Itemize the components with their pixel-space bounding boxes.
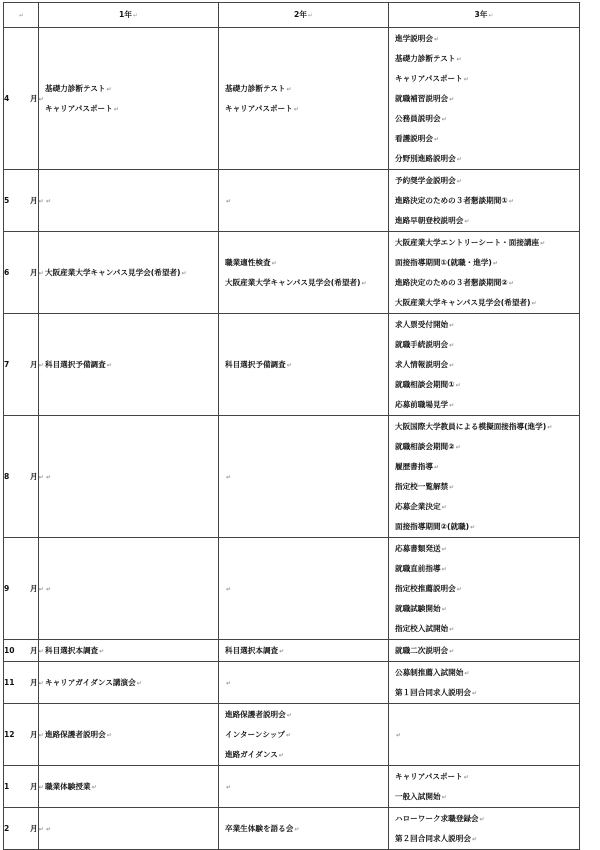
item-text: 基礎力診断テスト [395, 53, 456, 63]
entry-cell-y2 [219, 538, 389, 640]
item-text: 指定校一覧解禁 [395, 481, 449, 491]
month-unit: 月 [30, 267, 38, 277]
item-text: キャリアガイダンス講演会 [45, 677, 136, 687]
month-unit: 月 [30, 729, 38, 739]
entry-cell-y2 [219, 662, 389, 704]
item-text: 履歴書指導 [395, 461, 433, 471]
list-item [395, 767, 579, 787]
item-text: 第１回合同求人説明会 [395, 687, 471, 697]
month-row [4, 170, 580, 232]
item-text: キャリアパスポート [225, 103, 293, 113]
item-text: インターンシップ [225, 729, 285, 739]
month-cell [4, 662, 44, 704]
list-item [395, 559, 579, 579]
return-mark: ↵ [449, 341, 455, 349]
entry-cell-y3 [389, 640, 580, 662]
entry-cell-y1 [39, 416, 219, 538]
item-text: 進路保護者説明会 [225, 709, 286, 719]
item-text: 就職二次説明会 [395, 645, 449, 655]
item-text: 公募制推薦入試開始 [395, 667, 464, 677]
month-number: 2 [4, 823, 10, 833]
return-mark: ↵ [449, 401, 455, 409]
list-item [45, 725, 218, 745]
list-item [395, 171, 579, 191]
item-text: 求人情報説明会 [395, 359, 449, 369]
list-item [395, 599, 579, 619]
return-mark: ↵ [99, 647, 105, 655]
return-mark: ↵ [286, 711, 292, 719]
entry-cell-y1 [39, 314, 219, 416]
return-mark: ↵ [294, 825, 300, 833]
list-item [225, 355, 388, 375]
item-text: キャリアパスポート [395, 73, 463, 83]
header-corner: ↵ [4, 3, 39, 28]
return-mark: ↵ [449, 625, 455, 633]
list-item [395, 437, 579, 457]
list-item [395, 273, 579, 293]
month-number: 10 [4, 645, 15, 655]
return-mark: ↵ [547, 423, 553, 431]
entry-cell-y3 [389, 766, 580, 808]
return-mark: ↵ [38, 95, 44, 103]
month-unit: 月 [30, 359, 38, 369]
month-number: 9 [4, 583, 10, 593]
list-item [45, 673, 218, 693]
list-item [395, 809, 579, 829]
return-mark: ↵ [470, 523, 476, 531]
month-cell [4, 416, 44, 538]
item-text: 応募企業決定 [395, 501, 441, 511]
month-unit: 月 [30, 93, 38, 103]
list-item [395, 315, 579, 335]
empty-line [225, 579, 388, 599]
return-mark: ↵ [396, 731, 402, 739]
item-text: 大阪国際大学教員による模擬面接指導(進学) [395, 421, 547, 431]
list-item [395, 293, 579, 313]
month-row [4, 416, 580, 538]
month-row [4, 640, 580, 662]
empty-line [45, 467, 218, 487]
return-mark: ↵ [285, 731, 291, 739]
return-mark: ↵ [38, 825, 44, 833]
list-item [45, 79, 218, 99]
list-item [395, 69, 579, 89]
return-mark: ↵ [113, 105, 119, 113]
item-text: 科目選択予備調査 [225, 359, 286, 369]
entry-cell-y3 [389, 538, 580, 640]
list-item [395, 49, 579, 69]
return-mark: ↵ [293, 105, 299, 113]
list-item [395, 457, 579, 477]
entry-cell-y2 [219, 808, 389, 850]
item-text: 職業体験授業 [45, 781, 91, 791]
list-item [395, 683, 579, 703]
empty-line [395, 725, 579, 745]
list-item [225, 99, 388, 119]
entry-cell-y3 [389, 416, 580, 538]
return-mark: ↵ [278, 751, 284, 759]
entry-cell-y1 [39, 766, 219, 808]
return-mark: ↵ [441, 545, 447, 553]
entry-cell-y3 [389, 170, 580, 232]
return-mark: ↵ [433, 463, 439, 471]
month-row [4, 766, 580, 808]
item-text: 第２回合同求人説明会 [395, 833, 471, 843]
return-mark: ↵ [91, 783, 97, 791]
return-mark: ↵ [286, 361, 292, 369]
list-item [225, 253, 388, 273]
month-cell [4, 704, 44, 766]
list-item [395, 149, 579, 169]
list-item [45, 355, 218, 375]
return-mark: ↵ [463, 75, 469, 83]
item-text: 応募書類発送 [395, 543, 441, 553]
return-mark: ↵ [455, 443, 461, 451]
month-number: 7 [4, 359, 10, 369]
return-mark: ↵ [441, 793, 447, 801]
list-item [395, 355, 579, 375]
item-text: 公務員説明会 [395, 113, 441, 123]
return-mark: ↵ [540, 239, 546, 247]
item-text: 大阪産業大学エントリーシート・面接講座 [395, 237, 540, 247]
item-text: 進路早朝登校説明会 [395, 215, 464, 225]
item-text: 面接指導期間①(就職・進学) [395, 257, 492, 267]
month-unit: 月 [30, 583, 38, 593]
month-cell [4, 314, 44, 416]
list-item [225, 725, 388, 745]
month-unit: 月 [30, 823, 38, 833]
entry-cell-y1 [39, 538, 219, 640]
list-item [395, 191, 579, 211]
item-text: 求人票受付開始 [395, 319, 449, 329]
item-text: 大阪産業大学キャンパス見学会(希望者) [225, 277, 361, 287]
item-text: 看護説明会 [395, 133, 433, 143]
item-text: 基礎力診断テスト [225, 83, 286, 93]
return-mark: ↵ [464, 669, 470, 677]
item-text: 大阪産業大学キャンパス見学会(希望者) [45, 267, 181, 277]
return-mark: ↵ [449, 321, 455, 329]
item-text: 就職相談会期間② [395, 441, 455, 451]
list-item [395, 211, 579, 231]
item-text: 大阪産業大学キャンパス見学会(希望者) [395, 297, 531, 307]
list-item [395, 395, 579, 415]
entry-cell-y1 [39, 170, 219, 232]
entry-cell-y3 [389, 28, 580, 170]
list-item [395, 517, 579, 537]
empty-line [45, 191, 218, 211]
return-mark: ↵ [38, 783, 44, 791]
month-number: 4 [4, 93, 10, 103]
empty-line [225, 673, 388, 693]
return-mark: ↵ [38, 361, 44, 369]
item-text: 予約奨学金説明会 [395, 175, 456, 185]
entry-cell-y2 [219, 28, 389, 170]
return-mark: ↵ [38, 585, 44, 593]
list-item [225, 273, 388, 293]
return-mark: ↵ [181, 269, 187, 277]
item-text: 卒業生体験を語る会 [225, 823, 294, 833]
list-item [395, 109, 579, 129]
item-text: 就職補習説明会 [395, 93, 449, 103]
return-mark: ↵ [463, 773, 469, 781]
return-mark: ↵ [471, 689, 477, 697]
item-text: 進路決定のための３者懇談期間② [395, 277, 508, 287]
return-mark: ↵ [226, 197, 232, 205]
month-row [4, 704, 580, 766]
entry-cell-y2 [219, 766, 389, 808]
month-row [4, 28, 580, 170]
entry-cell-y2 [219, 232, 389, 314]
empty-line [225, 777, 388, 797]
item-text: 指定校推薦説明会 [395, 583, 456, 593]
return-mark: ↵ [464, 217, 470, 225]
item-text: 科目選択予備調査 [45, 359, 106, 369]
return-mark: ↵ [38, 269, 44, 277]
empty-line [225, 467, 388, 487]
header-year3: 3年↵ [389, 3, 580, 28]
schedule-body [4, 3, 580, 850]
list-item [395, 641, 579, 661]
entry-cell-y2 [219, 170, 389, 232]
list-item [225, 819, 388, 839]
empty-line [225, 191, 388, 211]
return-mark: ↵ [46, 473, 52, 481]
return-mark: ↵ [106, 731, 112, 739]
return-mark: ↵ [441, 565, 447, 573]
list-item [395, 417, 579, 437]
return-mark: ↵ [508, 197, 514, 205]
list-item [395, 253, 579, 273]
return-mark: ↵ [38, 197, 44, 205]
item-text: 一般入試開始 [395, 791, 441, 801]
list-item [395, 477, 579, 497]
return-mark: ↵ [106, 85, 112, 93]
return-mark: ↵ [286, 85, 292, 93]
list-item [45, 641, 218, 661]
month-number: 8 [4, 471, 10, 481]
return-mark: ↵ [449, 483, 455, 491]
return-mark: ↵ [226, 585, 232, 593]
month-cell [4, 808, 44, 850]
item-text: キャリアパスポート [45, 103, 113, 113]
list-item [395, 335, 579, 355]
list-item [395, 89, 579, 109]
header-year2: 2年↵ [219, 3, 389, 28]
return-mark: ↵ [38, 679, 44, 687]
list-item [395, 129, 579, 149]
return-mark: ↵ [479, 815, 485, 823]
entry-cell-y1 [39, 808, 219, 850]
month-number: 1 [4, 781, 10, 791]
return-mark: ↵ [46, 585, 52, 593]
list-item [395, 579, 579, 599]
list-item [45, 99, 218, 119]
month-number: 5 [4, 195, 10, 205]
item-text: ハローワーク求職登録会 [395, 813, 479, 823]
return-mark: ↵ [471, 835, 477, 843]
item-text: 就職手続説明会 [395, 339, 449, 349]
empty-line [45, 819, 218, 839]
item-text: 分野別進路説明会 [395, 153, 456, 163]
month-cell [4, 766, 44, 808]
month-row [4, 538, 580, 640]
return-mark: ↵ [136, 679, 142, 687]
list-item [225, 745, 388, 765]
list-item [395, 663, 579, 683]
return-mark: ↵ [456, 55, 462, 63]
month-unit: 月 [30, 471, 38, 481]
month-number: 11 [4, 677, 15, 687]
item-text: 科目選択本調査 [225, 645, 279, 655]
return-mark: ↵ [46, 197, 52, 205]
month-cell [4, 28, 44, 170]
return-mark: ↵ [279, 647, 285, 655]
return-mark: ↵ [508, 279, 514, 287]
entry-cell-y3 [389, 704, 580, 766]
list-item [225, 705, 388, 725]
return-mark: ↵ [531, 299, 537, 307]
list-item [395, 619, 579, 639]
list-item [395, 787, 579, 807]
month-unit: 月 [30, 645, 38, 655]
entry-cell-y3 [389, 314, 580, 416]
list-item [225, 79, 388, 99]
return-mark: ↵ [433, 35, 439, 43]
header-year1: 1年↵ [39, 3, 219, 28]
career-schedule-table [3, 2, 580, 850]
return-mark: ↵ [38, 473, 44, 481]
list-item [395, 375, 579, 395]
item-text: 科目選択本調査 [45, 645, 99, 655]
item-text: 就職直前指導 [395, 563, 441, 573]
item-text: 指定校入試開始 [395, 623, 449, 633]
return-mark: ↵ [455, 381, 461, 389]
return-mark: ↵ [38, 647, 44, 655]
return-mark: ↵ [441, 115, 447, 123]
month-unit: 月 [30, 781, 38, 791]
month-cell [4, 232, 44, 314]
item-text: 就職試験開始 [395, 603, 441, 613]
return-mark: ↵ [226, 473, 232, 481]
return-mark: ↵ [271, 259, 277, 267]
return-mark: ↵ [456, 177, 462, 185]
item-text: 進路ガイダンス [225, 749, 278, 759]
entry-cell-y1 [39, 28, 219, 170]
return-mark: ↵ [456, 155, 462, 163]
entry-cell-y2 [219, 416, 389, 538]
month-row [4, 232, 580, 314]
return-mark: ↵ [441, 605, 447, 613]
entry-cell-y1 [39, 662, 219, 704]
entry-cell-y1 [39, 704, 219, 766]
entry-cell-y1 [39, 232, 219, 314]
month-cell [4, 170, 44, 232]
month-number: 6 [4, 267, 10, 277]
entry-cell-y2 [219, 704, 389, 766]
item-text: 面接指導期間②(就職) [395, 521, 470, 531]
list-item [395, 539, 579, 559]
item-text: 進路保護者説明会 [45, 729, 106, 739]
return-mark: ↵ [449, 647, 455, 655]
item-text: 基礎力診断テスト [45, 83, 106, 93]
return-mark: ↵ [433, 135, 439, 143]
return-mark: ↵ [226, 783, 232, 791]
item-text: 職業適性検査 [225, 257, 271, 267]
list-item [225, 641, 388, 661]
month-unit: 月 [30, 677, 38, 687]
header-row [4, 3, 580, 28]
month-row [4, 662, 580, 704]
return-mark: ↵ [361, 279, 367, 287]
return-mark: ↵ [106, 361, 112, 369]
return-mark: ↵ [492, 259, 498, 267]
month-number: 12 [4, 729, 15, 739]
return-mark: ↵ [449, 95, 455, 103]
item-text: 応募前職場見学 [395, 399, 449, 409]
month-row [4, 808, 580, 850]
list-item [395, 497, 579, 517]
list-item [45, 777, 218, 797]
entry-cell-y1 [39, 640, 219, 662]
return-mark: ↵ [456, 585, 462, 593]
list-item [45, 263, 218, 283]
return-mark: ↵ [449, 361, 455, 369]
return-mark: ↵ [226, 679, 232, 687]
entry-cell-y2 [219, 640, 389, 662]
list-item [395, 29, 579, 49]
month-unit: 月 [30, 195, 38, 205]
month-cell [4, 538, 44, 640]
item-text: 就職相談会期間① [395, 379, 455, 389]
empty-line [45, 579, 218, 599]
return-mark: ↵ [441, 503, 447, 511]
month-cell [4, 640, 44, 662]
return-mark: ↵ [46, 825, 52, 833]
return-mark: ↵ [38, 731, 44, 739]
entry-cell-y3 [389, 808, 580, 850]
item-text: 進学説明会 [395, 33, 433, 43]
month-row [4, 314, 580, 416]
entry-cell-y3 [389, 662, 580, 704]
item-text: キャリアパスポート [395, 771, 463, 781]
entry-cell-y2 [219, 314, 389, 416]
entry-cell-y3 [389, 232, 580, 314]
list-item [395, 233, 579, 253]
item-text: 進路決定のための３者懇談期間① [395, 195, 508, 205]
